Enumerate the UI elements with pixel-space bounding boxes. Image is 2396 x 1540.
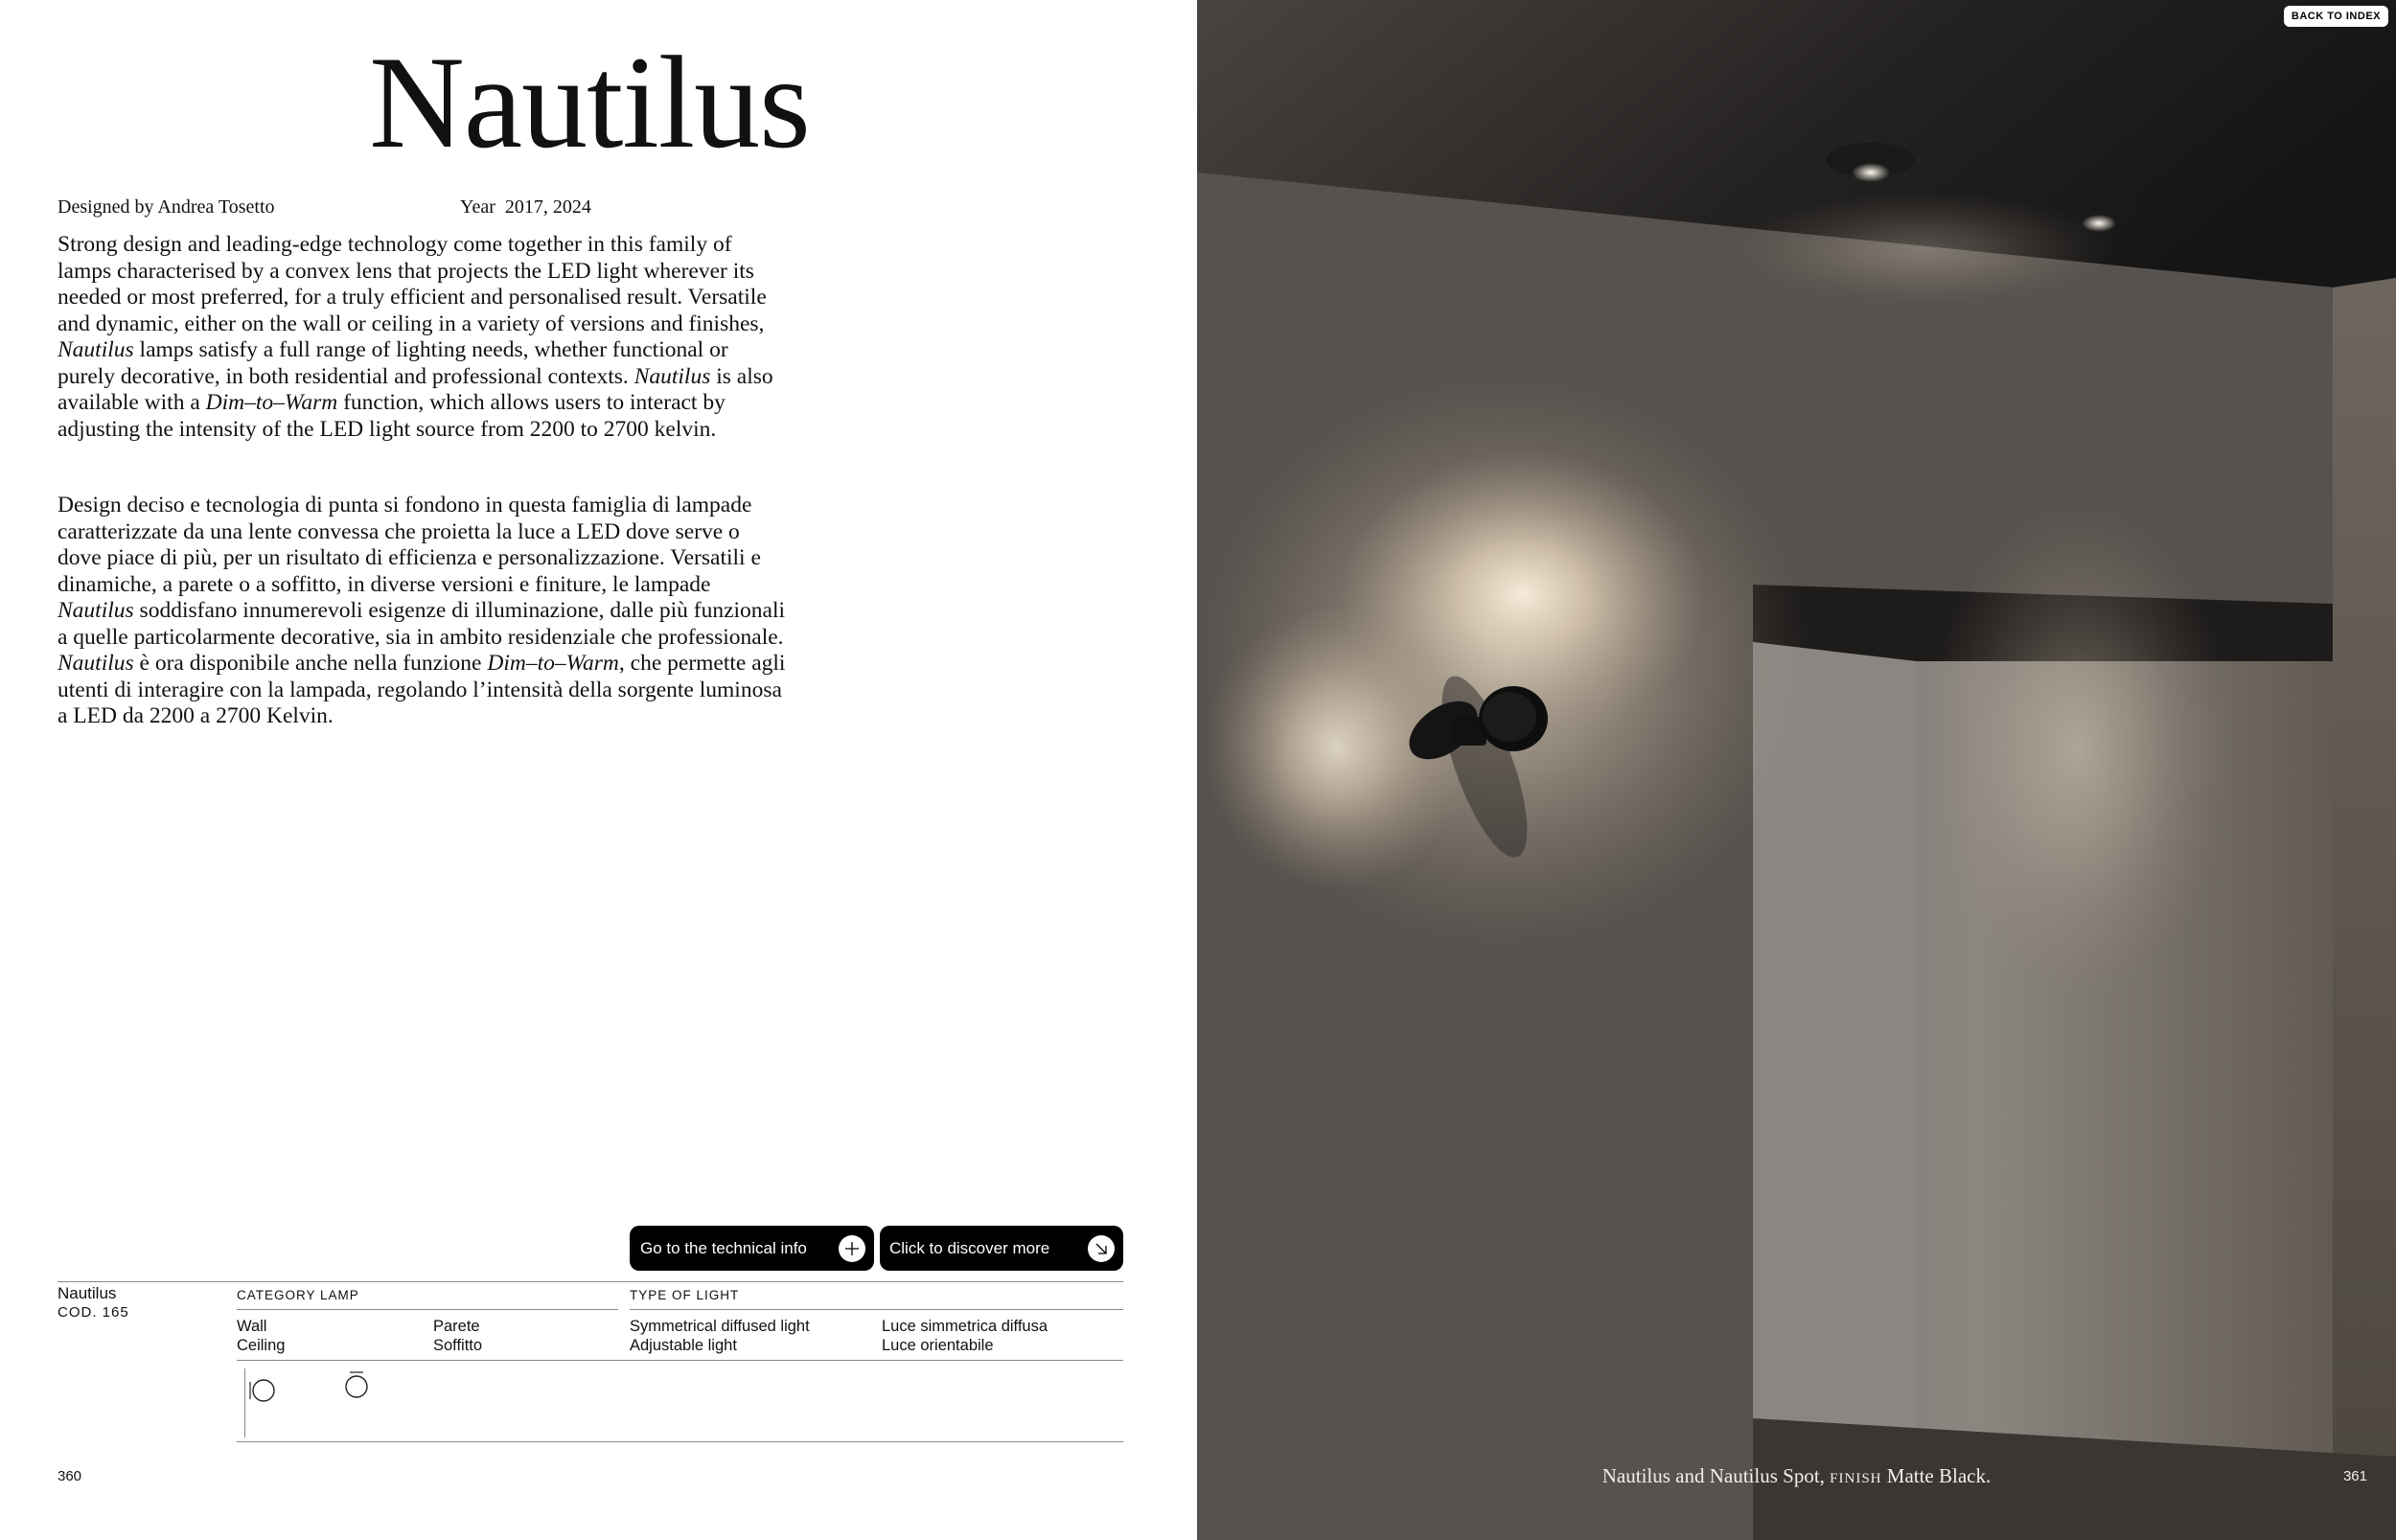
- it-text: , che permette agli utenti di interagire con la lampada, regolando l’intensità della sorgente luminosa a LED da 2200 a 2700 Kelvin.: [58, 651, 786, 728]
- en-emphasis: Nautilus: [58, 337, 134, 362]
- it-emphasis: Nautilus: [58, 651, 134, 676]
- caption-lead: Nautilus and Nautilus Spot,: [1601, 1464, 1831, 1487]
- category-header: CATEGORY LAMP: [237, 1288, 359, 1302]
- page-number-right: 361: [2342, 1468, 2367, 1484]
- spec-top-rule: [58, 1281, 1123, 1282]
- en-text: function, which allows users to interact by adjusting the intensity of the LED light source from 2200 to 2700 kelvin.: [58, 390, 726, 442]
- description-italian: [58, 493, 786, 730]
- light-header-rule: [630, 1309, 1123, 1310]
- it-text: Design deciso e tecnologia di punta si fondono in questa famiglia di lampade caratterizzate da una lente convessa che proietta la luce a LED dove serve o dove piace di più, per un risultato di efficienza e personalizzazione. Versatili e dinamiche, a parete o a soffitto, in diverse versioni e finiture, le lampade: [58, 493, 761, 597]
- description-english: [58, 232, 786, 443]
- en-emphasis: Dim–to–Warm: [205, 390, 338, 415]
- category-en-1: Wall: [237, 1318, 267, 1335]
- en-text: lamps satisfy a full range of lighting needs, whether functional or purely decorative, in both residential and professional contexts.: [58, 337, 728, 389]
- category-header-rule: [237, 1309, 618, 1310]
- it-emphasis: Nautilus: [58, 598, 134, 623]
- discover-more-label: Click to discover more: [889, 1238, 1050, 1257]
- page-title: Nautilus: [369, 29, 810, 175]
- spec-product-name: Nautilus: [58, 1284, 117, 1302]
- technical-info-label: Go to the technical info: [640, 1238, 807, 1257]
- technical-info-button[interactable]: [630, 1226, 874, 1271]
- it-emphasis: Dim–to–Warm: [487, 651, 619, 676]
- en-text: is also available with a: [58, 363, 773, 415]
- room-scene-illustration: [1197, 0, 2396, 1540]
- designer-credit: Designed by Andrea Tosetto: [58, 196, 275, 218]
- ceiling-lamp-icon: [344, 1370, 369, 1401]
- page-number-left: 360: [58, 1468, 82, 1484]
- plus-icon: [839, 1235, 865, 1262]
- category-it-1: Parete: [433, 1318, 480, 1335]
- year-value: 2017, 2024: [504, 196, 591, 218]
- en-text: Strong design and leading-edge technology come together in this family of lamps characterised by a convex lens that projects the LED light wherever its needed or most preferred, for a truly efficient and personalised result. Versatile and dynamic, either on the wall or ceiling in a variety of versions and finishes,: [58, 232, 767, 336]
- light-en-1: Symmetrical diffused light: [630, 1318, 810, 1335]
- photo-caption: [1197, 1464, 2396, 1488]
- en-emphasis: Nautilus: [634, 363, 711, 389]
- left-page: [0, 0, 1197, 1540]
- category-en-2: Ceiling: [237, 1337, 286, 1354]
- icon-divider: [244, 1368, 245, 1437]
- caption-finish-label: finish: [1830, 1464, 1882, 1487]
- caption-rest: Matte Black.: [1881, 1464, 1992, 1487]
- spec-bottom-rule: [237, 1441, 1123, 1442]
- year-label: Year: [460, 196, 495, 218]
- wall-lamp-icon: [247, 1376, 278, 1405]
- discover-more-button[interactable]: [880, 1226, 1123, 1271]
- it-text: soddisfano innumerevoli esigenze di illuminazione, dalle più funzionali a quelle particolarmente decorative, sia in ambito residenziale che professionale.: [58, 598, 786, 650]
- arrow-down-right-icon: [1088, 1235, 1115, 1262]
- light-it-1: Luce simmetrica diffusa: [882, 1318, 1048, 1335]
- spec-product-code: COD. 165: [58, 1304, 129, 1321]
- category-it-2: Soffitto: [433, 1337, 483, 1354]
- light-type-header: TYPE OF LIGHT: [630, 1288, 740, 1302]
- back-to-index-button[interactable]: BACK TO INDEX: [2284, 6, 2388, 27]
- year-info: [460, 196, 591, 218]
- it-text: è ora disponibile anche nella funzione: [133, 651, 488, 676]
- light-en-2: Adjustable light: [630, 1337, 737, 1354]
- light-it-2: Luce orientabile: [882, 1337, 994, 1354]
- spec-middle-rule: [237, 1360, 1123, 1361]
- product-photo: [1197, 0, 2396, 1540]
